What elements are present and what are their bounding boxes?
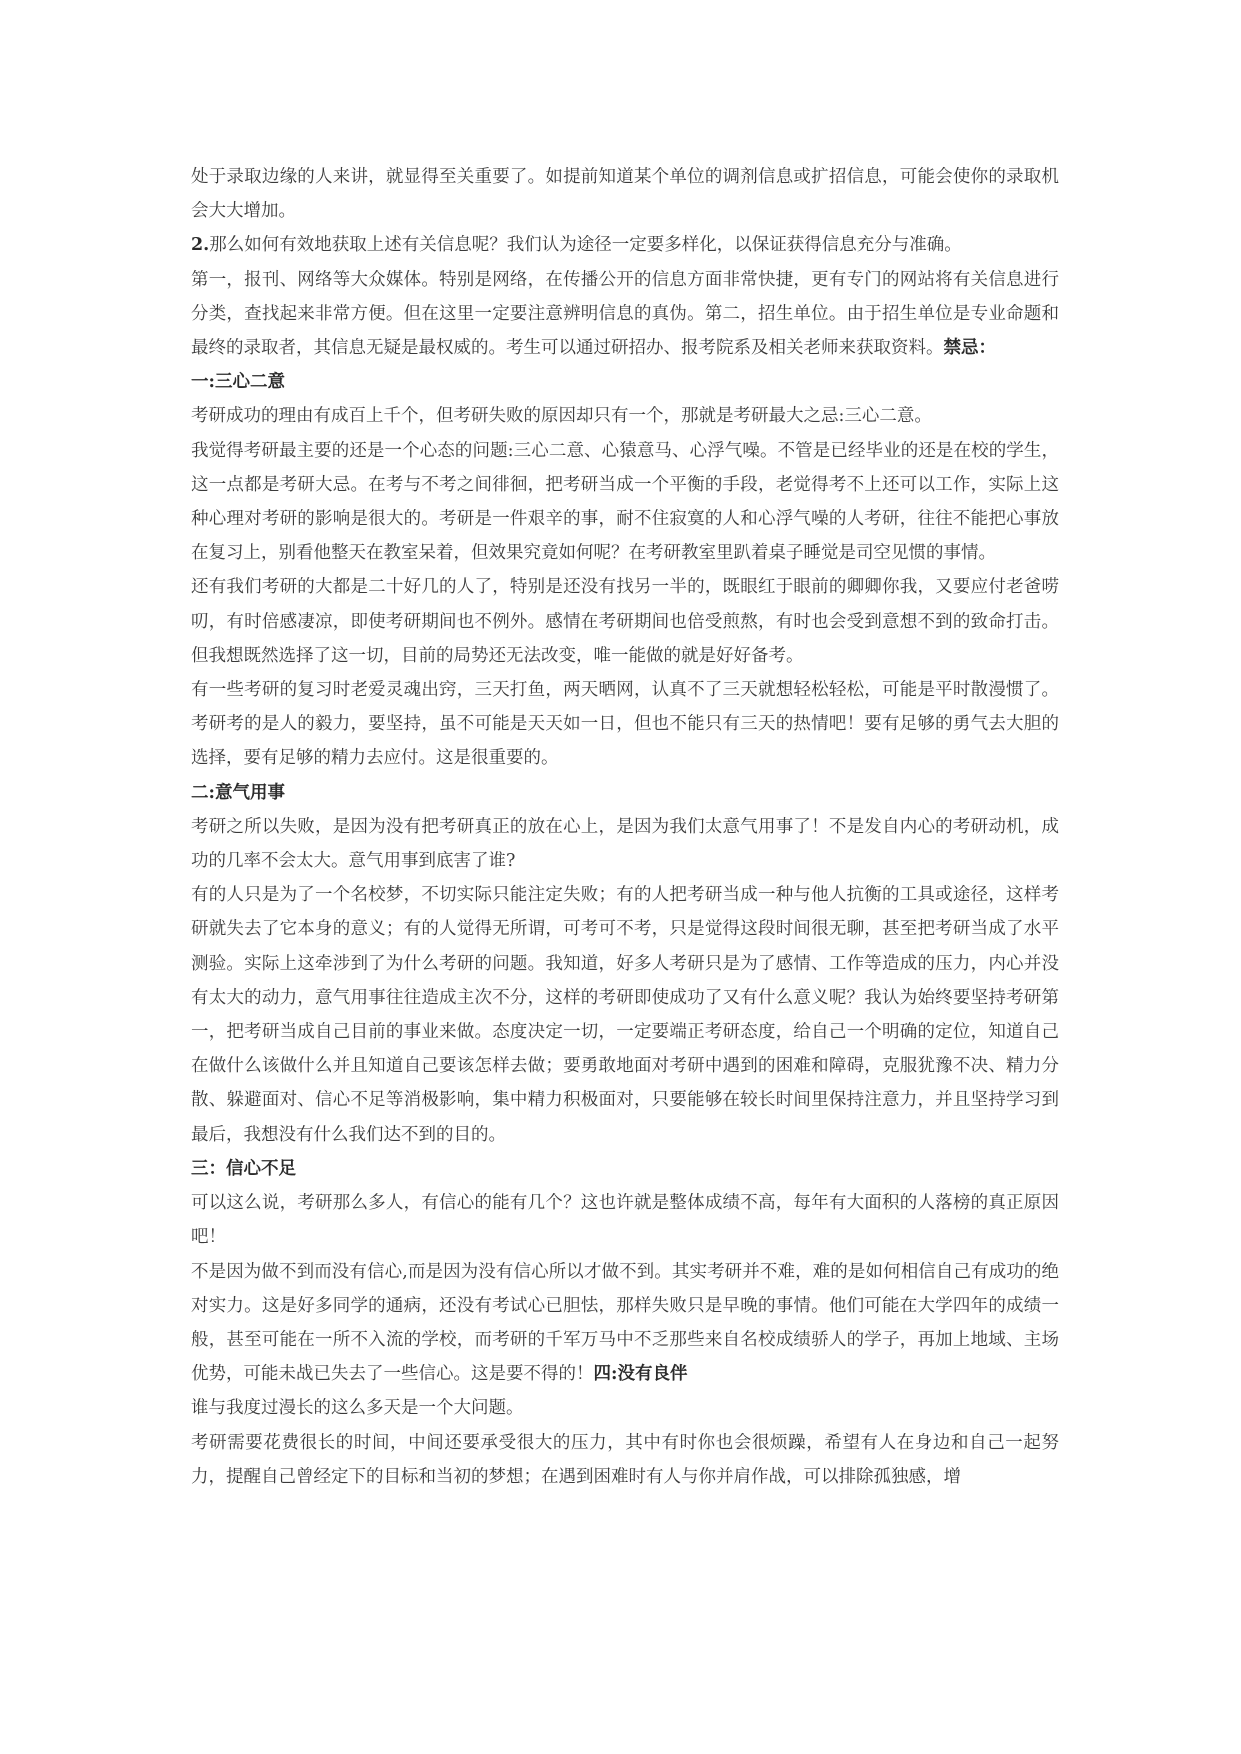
section-heading-1: 一:三心二意 <box>191 372 285 393</box>
paragraph-1: 处于录取边缘的人来讲，就显得至关重要了。如提前知道某个单位的调剂信息或扩招信息，可能会使你的录取机会大大增加。 <box>191 167 1059 222</box>
paragraph-8: 有一些考研的复习时老爱灵魂出窍，三天打鱼，两天晒网，认真不了三天就想轻松轻松，可能是平时散漫惯了。考研考的是人的毅力，要坚持，虽不可能是天天如一日，但也不能只有三天的热情吧！要有足够的勇气去大胆的选择，要有足够的精力去应付。这是很重要的。 <box>191 680 1059 769</box>
section-heading-3: 三：信心不足 <box>191 1158 296 1179</box>
paragraph-7: 还有我们考研的大都是二十好几的人了，特别是还没有找另一半的，既眼红于眼前的卿卿你我，又要应付老爸唠叨，有时倍感凄凉，即使考研期间也不例外。感情在考研期间也倍受煎熬，有时也会受到意想不到的致命打击。但我想既然选择了这一切，目前的局势还无法改变，唯一能做的就是好好备考。 <box>191 577 1059 666</box>
paragraph-3: 第一，报刊、网络等大众媒体。特别是网络，在传播公开的信息方面非常快捷，更有专门的网站将有关信息进行分类，查找起来非常方便。但在这里一定要注意辨明信息的真伪。第二，招生单位。由于招生单位是专业命题和最终的录取者，其信息无疑是最权威的。考生可以通过研招办、报考院系及相关老师来获取资料。禁忌： <box>191 269 1059 359</box>
list-number: 2. <box>191 235 210 256</box>
paragraph-5: 考研成功的理由有成百上千个，但考研失败的原因却只有一个，那就是考研最大之忌:三心二意。 <box>191 406 932 427</box>
paragraph-13: 可以这么说，考研那么多人，有信心的能有几个？这也许就是整体成绩不高，每年有大面积的人落榜的真正原因吧！ <box>191 1193 1059 1248</box>
paragraph-14: 不是因为做不到而没有信心,而是因为没有信心所以才做不到。其实考研并不难，难的是如何相信自己有成功的绝对实力。这是好多同学的通病，还没有考试心已胆怯，那样失败只是早晚的事情。他们可能在大学四年的成绩一般，甚至可能在一所不入流的学校，而考研的千军万马中不乏那些来自名校成绩骄人的学子，再加上地域、主场优势，可能未战已失去了一些信心。这是要不得的！四:没有良伴 <box>191 1261 1059 1385</box>
paragraph-11: 有的人只是为了一个名校梦，不切实际只能注定失败；有的人把考研当成一种与他人抗衡的工具或途径，这样考研就失去了它本身的意义；有的人觉得无所谓，可考可不考，只是觉得这段时间很无聊，甚至把考研当成了水平测验。实际上这牵涉到了为什么考研的问题。我知道，好多人考研只是为了感情、工作等造成的压力，内心并没有太大的动力，意气用事往往造成主次不分，这样的考研即使成功了又有什么意义呢？我认为始终要坚持考研第一，把考研当成自己目前的事业来做。态度决定一切，一定要端正考研态度，给自己一个明确的定位，知道自己在做什么该做什么并且知道自己要该怎样去做；要勇敢地面对考研中遇到的困难和障碍，克服犹豫不决、精力分散、躲避面对、信心不足等消极影响，集中精力积极面对，只要能够在较长时间里保持注意力，并且坚持学习到最后，我想没有什么我们达不到的目的。 <box>191 885 1059 1145</box>
paragraph-6: 我觉得考研最主要的还是一个心态的问题:三心二意、心猿意马、心浮气噪。不管是已经毕业的还是在校的学生，这一点都是考研大忌。在考与不考之间徘徊，把考研当成一个平衡的手段，老觉得考不上还可以工作，实际上这种心理对考研的影响是很大的。考研是一件艰辛的事，耐不住寂寞的人和心浮气噪的人考研，往往不能把心事放在复习上，别看他整天在教室呆着，但效果究竟如何呢？在考研教室里趴着桌子睡觉是司空见惯的事情。 <box>191 440 1059 564</box>
section-heading-2: 二:意气用事 <box>191 782 285 803</box>
document-body <box>191 160 1059 1494</box>
paragraph-2: 2.那么如何有效地获取上述有关信息呢？我们认为途径一定要多样化，以保证获得信息充分与准确。 <box>191 235 962 256</box>
paragraph-10: 考研之所以失败，是因为没有把考研真正的放在心上，是因为我们太意气用事了！不是发自内心的考研动机，成功的几率不会太大。意气用事到底害了谁? <box>191 816 1059 872</box>
section-heading-4-inline: 四:没有良伴 <box>593 1364 688 1385</box>
paragraph-15: 谁与我度过漫长的这么多天是一个大问题。 <box>191 1398 524 1419</box>
paragraph-16: 考研需要花费很长的时间，中间还要承受很大的压力，其中有时你也会很烦躁，希望有人在身边和自己一起努力，提醒自己曾经定下的目标和当初的梦想；在遇到困难时有人与你并肩作战，可以排除孤独感，增 <box>191 1432 1059 1487</box>
inline-heading-taboos: 禁忌： <box>943 338 996 359</box>
